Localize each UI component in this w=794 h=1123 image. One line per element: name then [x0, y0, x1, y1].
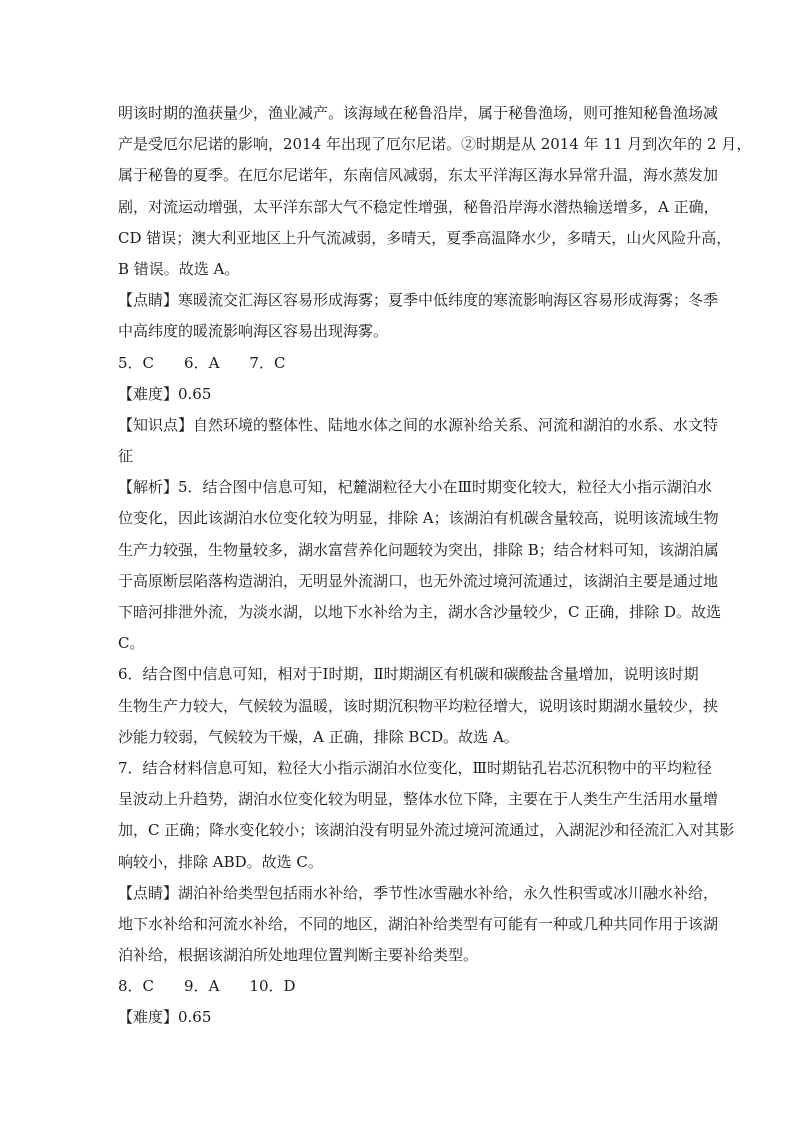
- text-line: 【点睛】湖泊补给类型包括雨水补给，季节性冰雪融水补给，永久性积雪或冰川融水补给，: [118, 883, 719, 902]
- text-line: 明该时期的渔获量少，渔业减产。该海域在秘鲁沿岸，属于秘鲁渔场，则可推知秘鲁渔场减: [118, 104, 719, 122]
- text-line: CD 错误；澳大利亚地区上升气流减弱，多晴天，夏季高温降水少，多晴天，山火风险升高，: [118, 228, 732, 247]
- text-line: 下暗河排泄外流，为淡水湖，以地下水补给为主，湖水含沙量较少，C 正确，排除 D。故选: [118, 603, 722, 621]
- text-line: 【难度】0.65: [118, 1008, 212, 1027]
- text-line: 【难度】0.65: [118, 384, 212, 403]
- text-line: 【解析】5．结合图中信息可知，杞麓湖粒径大小在Ⅲ时期变化较大，粒径大小指示湖泊水: [118, 478, 713, 497]
- text-line: 生产力较强，生物量较多，湖水富营养化问题较为突出，排除 B；结合材料可知，该湖泊属: [118, 540, 719, 559]
- document-body: [118, 98, 752, 1034]
- text-line: 中高纬度的暖流影响海区容易出现海雾。: [118, 322, 389, 341]
- text-line: 位变化，因此该湖泊水位变化较为明显，排除 A；该湖泊有机碳含量较高，说明该流域生物: [118, 509, 719, 528]
- text-line: 7．结合材料信息可知，粒径大小指示湖泊水位变化，Ⅲ时期钻孔岩芯沉积物中的平均粒径: [118, 758, 713, 777]
- text-line: 于高原断层陷落构造湖泊，无明显外流湖口，也无外流过境河流通过，该湖泊主要是通过地: [118, 571, 719, 590]
- text-line: 生物生产力较大，气候较为温暖，该时期沉积物平均粒径增大，说明该时期湖水量较少，挟: [118, 696, 719, 715]
- text-line: 剧，对流运动增强，太平洋东部大气不稳定性增强，秘鲁沿岸海水潜热输送增多，A 正确，: [118, 197, 719, 216]
- text-line: 沙能力较弱，气候较为干燥，A 正确，排除 BCD。故选 A。: [118, 727, 519, 746]
- text-line: 加，C 正确；降水变化较小；该湖泊没有明显外流过境河流通过，入湖泥沙和径流汇入对其影: [118, 821, 735, 840]
- text-line: 5．C 6．A 7．C: [118, 353, 286, 372]
- text-line: B 错误。故选 A。: [118, 259, 240, 278]
- text-line: 【知识点】自然环境的整体性、陆地水体之间的水源补给关系、河流和湖泊的水系、水文特: [118, 415, 719, 434]
- text-line: 地下水补给和河流水补给，不同的地区，湖泊补给类型有可能有一种或几种共同作用于该湖: [118, 914, 719, 933]
- text-line: 8．C 9．A 10．D: [118, 977, 296, 996]
- text-line: 产是受厄尔尼诺的影响，2014 年出现了厄尔尼诺。②时期是从 2014 年 11 月到次年的 2 月，: [118, 135, 752, 154]
- text-line: 响较小，排除 ABD。故选 C。: [118, 852, 323, 871]
- text-line: 【点睛】寒暖流交汇海区容易形成海雾；夏季中低纬度的寒流影响海区容易形成海雾；冬季: [118, 291, 719, 310]
- text-line: 泊补给，根据该湖泊所处地理位置判断主要补给类型。: [118, 946, 479, 965]
- text-line: 属于秘鲁的夏季。在厄尔尼诺年，东南信风减弱，东太平洋海区海水异常升温，海水蒸发加: [118, 166, 719, 185]
- text-line: 征: [118, 447, 134, 466]
- text-line: 呈波动上升趋势，湖泊水位变化较为明显，整体水位下降，主要在于人类生产生活用水量增: [118, 790, 719, 809]
- text-line: 6．结合图中信息可知，相对于Ⅰ时期，Ⅱ时期湖区有机碳和碳酸盐含量增加，说明该时期: [118, 665, 699, 684]
- text-line: C。: [118, 634, 145, 653]
